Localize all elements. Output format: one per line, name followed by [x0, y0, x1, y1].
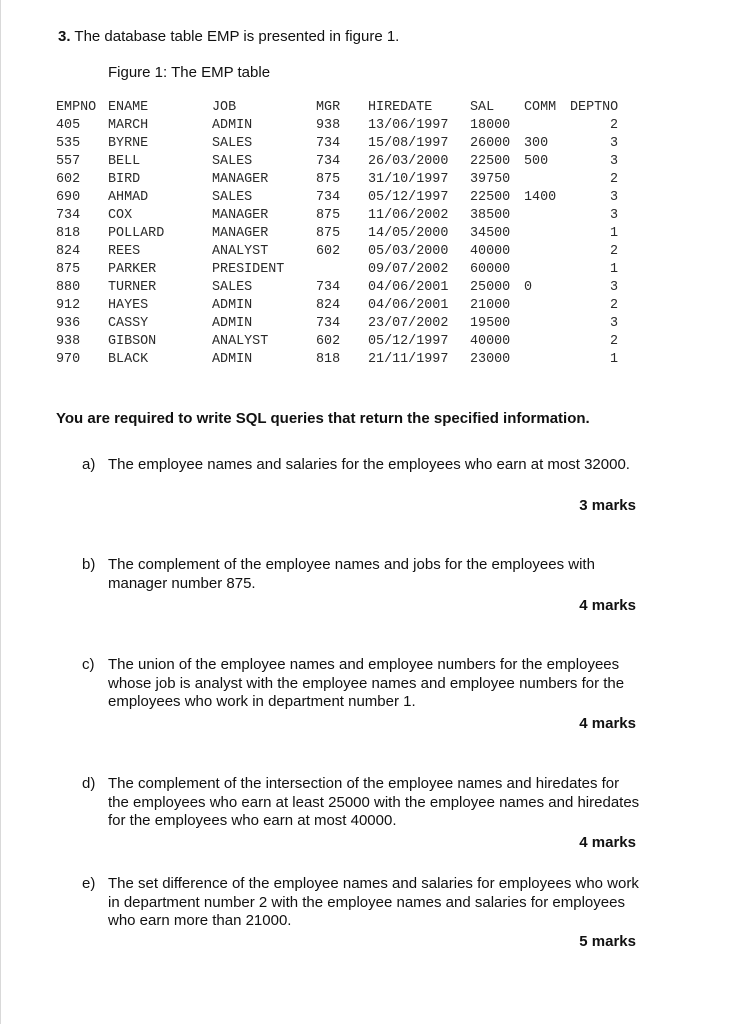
table-row: [56, 153, 626, 171]
cell-deptno: 2: [609, 244, 618, 259]
cell-deptno: 1: [609, 352, 618, 367]
question-heading: [58, 28, 399, 45]
column-header-comm: COMM: [524, 100, 557, 115]
cell-deptno: 3: [609, 190, 618, 205]
cell-sal: 26000: [470, 136, 511, 151]
cell-empno: 690: [56, 190, 81, 205]
column-header-job: JOB: [212, 100, 237, 115]
cell-sal: 60000: [470, 262, 511, 277]
cell-mgr: 734: [316, 280, 341, 295]
cell-comm: [524, 261, 570, 279]
cell-empno: 880: [56, 280, 81, 295]
cell-deptno: 2: [609, 334, 618, 349]
cell-ename: TURNER: [108, 280, 157, 295]
cell-ename: MARCH: [108, 118, 149, 133]
marks-c: 4 marks: [579, 715, 636, 732]
table-body: [56, 117, 626, 369]
cell-comm: [524, 171, 570, 189]
question-label: a): [82, 456, 96, 473]
table-row: [56, 333, 626, 351]
table-row: [56, 225, 626, 243]
cell-mgr: 875: [316, 172, 341, 187]
column-header-mgr: MGR: [316, 100, 341, 115]
cell-job: MANAGER: [212, 208, 269, 223]
cell-mgr: [316, 261, 368, 279]
table-row: [56, 117, 626, 135]
cell-sal: 40000: [470, 244, 511, 259]
cell-comm: [524, 117, 570, 135]
cell-job: SALES: [212, 190, 253, 205]
cell-deptno: 1: [609, 262, 618, 277]
cell-sal: 18000: [470, 118, 511, 133]
question-text: The complement of the employee names and jobs for the employees with manager number 875.: [108, 556, 595, 592]
column-header-hiredate: HIREDATE: [368, 100, 433, 115]
cell-mgr: 734: [316, 154, 341, 169]
cell-mgr: 734: [316, 136, 341, 151]
cell-deptno: 2: [609, 172, 618, 187]
instruction-text: You are required to write SQL queries that return the specified information.: [56, 410, 590, 427]
cell-deptno: 3: [609, 154, 618, 169]
cell-ename: HAYES: [108, 298, 149, 313]
cell-hiredate: 14/05/2000: [368, 226, 449, 241]
marks-b: 4 marks: [579, 597, 636, 614]
cell-mgr: 602: [316, 244, 341, 259]
page-edge-divider: [0, 0, 1, 1024]
cell-ename: CASSY: [108, 316, 149, 331]
cell-ename: PARKER: [108, 262, 157, 277]
question-b: [82, 556, 642, 593]
cell-empno: 938: [56, 334, 81, 349]
question-label: e): [82, 875, 96, 892]
figure-caption: Figure 1: The EMP table: [108, 64, 271, 81]
cell-ename: BYRNE: [108, 136, 149, 151]
column-header-ename: ENAME: [108, 100, 149, 115]
cell-hiredate: 05/03/2000: [368, 244, 449, 259]
cell-empno: 535: [56, 136, 81, 151]
question-text: The employee names and salaries for the employees who earn at most 32000.: [108, 456, 630, 473]
cell-hiredate: 05/12/1997: [368, 334, 449, 349]
cell-empno: 875: [56, 262, 81, 277]
cell-comm: [524, 333, 570, 351]
cell-hiredate: 04/06/2001: [368, 280, 449, 295]
table-row: [56, 207, 626, 225]
cell-comm: [524, 351, 570, 369]
cell-comm: 300: [524, 136, 549, 151]
cell-job: ADMIN: [212, 316, 253, 331]
cell-mgr: 734: [316, 190, 341, 205]
table-row: [56, 135, 626, 153]
cell-hiredate: 15/08/1997: [368, 136, 449, 151]
cell-comm: 500: [524, 154, 549, 169]
cell-ename: AHMAD: [108, 190, 149, 205]
cell-mgr: 875: [316, 226, 341, 241]
cell-empno: 557: [56, 154, 81, 169]
cell-mgr: 818: [316, 352, 341, 367]
cell-sal: 38500: [470, 208, 511, 223]
cell-sal: 22500: [470, 190, 511, 205]
cell-empno: 602: [56, 172, 81, 187]
table-row: [56, 315, 626, 333]
table-row: [56, 243, 626, 261]
cell-hiredate: 04/06/2001: [368, 298, 449, 313]
cell-mgr: 734: [316, 316, 341, 331]
cell-sal: 39750: [470, 172, 511, 187]
cell-ename: GIBSON: [108, 334, 157, 349]
cell-deptno: 2: [609, 298, 618, 313]
cell-comm: [524, 207, 570, 225]
question-e: [82, 875, 642, 931]
cell-empno: 912: [56, 298, 81, 313]
column-header-deptno: DEPTNO: [570, 100, 619, 115]
cell-comm: 1400: [524, 190, 557, 205]
table-row: [56, 297, 626, 315]
cell-hiredate: 13/06/1997: [368, 118, 449, 133]
cell-hiredate: 05/12/1997: [368, 190, 449, 205]
cell-ename: REES: [108, 244, 141, 259]
cell-job: MANAGER: [212, 172, 269, 187]
cell-comm: [524, 297, 570, 315]
cell-sal: 40000: [470, 334, 511, 349]
cell-comm: 0: [524, 280, 533, 295]
table-header-row: [56, 99, 626, 117]
cell-sal: 21000: [470, 298, 511, 313]
cell-hiredate: 31/10/1997: [368, 172, 449, 187]
marks-e: 5 marks: [579, 933, 636, 950]
question-label: b): [82, 556, 96, 573]
cell-job: ANALYST: [212, 334, 269, 349]
question-text: The complement of the intersection of the employee names and hiredates for the employees who earn at least 25000 with the employee names and hiredates for the employees who earn at most 40000.: [108, 775, 640, 829]
cell-job: ANALYST: [212, 244, 269, 259]
cell-job: SALES: [212, 280, 253, 295]
cell-hiredate: 09/07/2002: [368, 262, 449, 277]
question-label: d): [82, 775, 96, 792]
cell-deptno: 3: [609, 136, 618, 151]
table-row: [56, 279, 626, 297]
cell-job: ADMIN: [212, 352, 253, 367]
cell-ename: BIRD: [108, 172, 141, 187]
question-d: [82, 775, 642, 831]
cell-sal: 23000: [470, 352, 511, 367]
cell-job: SALES: [212, 136, 253, 151]
cell-mgr: 824: [316, 298, 341, 313]
cell-job: MANAGER: [212, 226, 269, 241]
cell-job: SALES: [212, 154, 253, 169]
cell-sal: 19500: [470, 316, 511, 331]
column-header-sal: SAL: [470, 100, 495, 115]
cell-mgr: 938: [316, 118, 341, 133]
cell-sal: 34500: [470, 226, 511, 241]
cell-ename: COX: [108, 208, 133, 223]
cell-ename: POLLARD: [108, 226, 165, 241]
cell-hiredate: 11/06/2002: [368, 208, 449, 223]
question-heading-text: The database table EMP is presented in figure 1.: [70, 28, 400, 45]
cell-job: PRESIDENT: [212, 262, 285, 277]
marks-a: 3 marks: [579, 497, 636, 514]
cell-hiredate: 23/07/2002: [368, 316, 449, 331]
cell-job: ADMIN: [212, 298, 253, 313]
emp-table: [56, 99, 626, 369]
cell-empno: 824: [56, 244, 81, 259]
question-c: [82, 656, 642, 712]
question-a: [82, 456, 642, 475]
table-row: [56, 261, 626, 279]
cell-hiredate: 26/03/2000: [368, 154, 449, 169]
cell-deptno: 1: [609, 226, 618, 241]
cell-empno: 818: [56, 226, 81, 241]
cell-empno: 734: [56, 208, 81, 223]
cell-sal: 25000: [470, 280, 511, 295]
marks-d: 4 marks: [579, 834, 636, 851]
question-text: The union of the employee names and employee numbers for the employees whose job is analyst with the employee names and employee numbers for the employees who work in department number 1.: [108, 656, 625, 710]
cell-deptno: 3: [609, 280, 618, 295]
table-row: [56, 351, 626, 369]
cell-job: ADMIN: [212, 118, 253, 133]
cell-comm: [524, 243, 570, 261]
cell-comm: [524, 315, 570, 333]
cell-sal: 22500: [470, 154, 511, 169]
cell-hiredate: 21/11/1997: [368, 352, 449, 367]
cell-ename: BELL: [108, 154, 141, 169]
cell-deptno: 2: [609, 118, 618, 133]
cell-comm: [524, 225, 570, 243]
question-label: c): [82, 656, 95, 673]
cell-empno: 970: [56, 352, 81, 367]
question-number: 3.: [58, 28, 71, 45]
cell-ename: BLACK: [108, 352, 149, 367]
cell-empno: 936: [56, 316, 81, 331]
cell-mgr: 602: [316, 334, 341, 349]
cell-empno: 405: [56, 118, 81, 133]
column-header-empno: EMPNO: [56, 100, 97, 115]
table-row: [56, 189, 626, 207]
cell-mgr: 875: [316, 208, 341, 223]
table-row: [56, 171, 626, 189]
cell-deptno: 3: [609, 208, 618, 223]
question-text: The set difference of the employee names and salaries for employees who work in department number 2 with the employee names and salaries for employees who earn more than 21000.: [108, 875, 639, 929]
cell-deptno: 3: [609, 316, 618, 331]
